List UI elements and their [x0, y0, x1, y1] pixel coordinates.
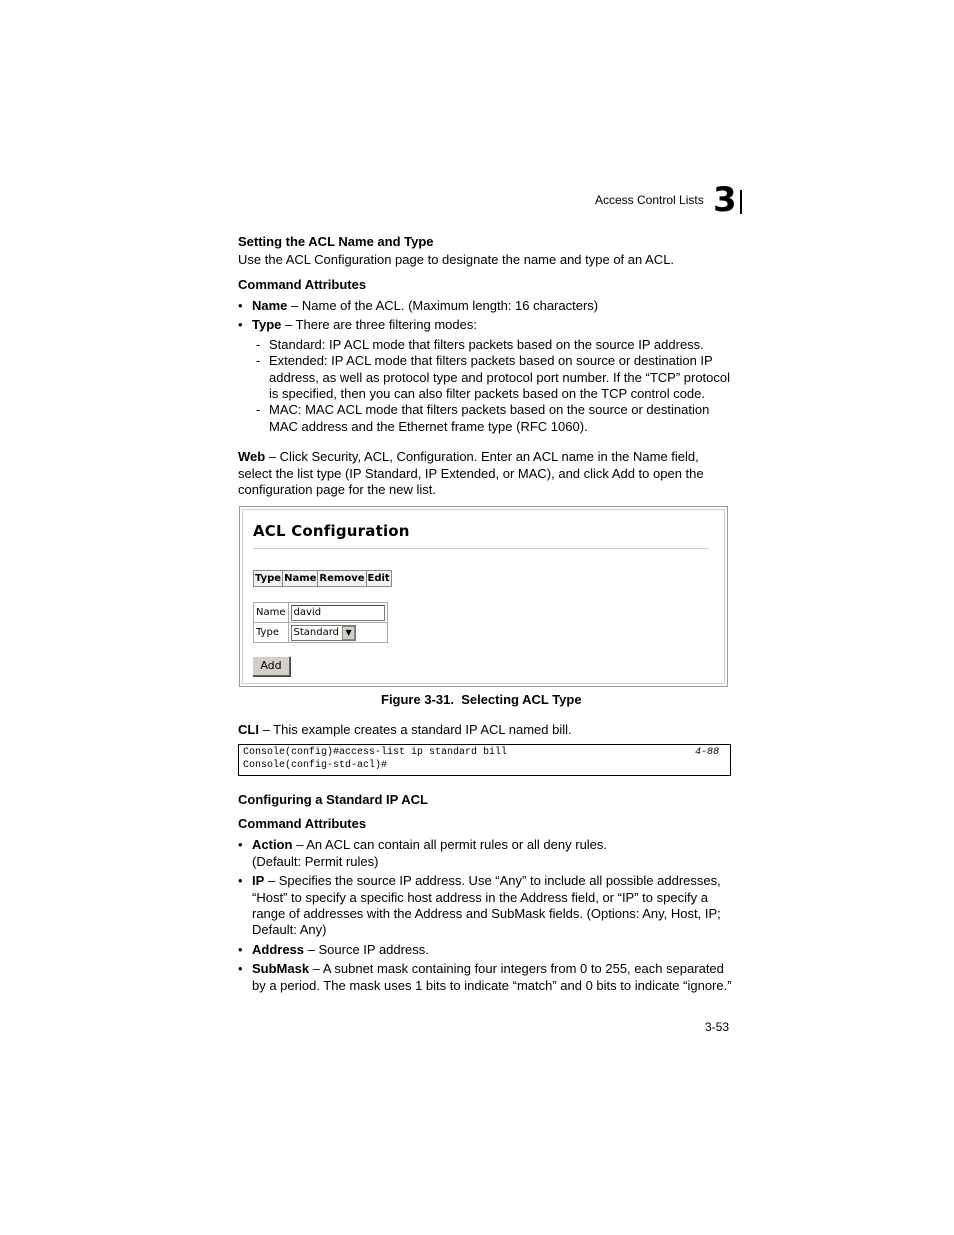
column-header-remove: Remove — [318, 571, 366, 587]
sub-item-line: MAC address and the Ethernet frame type (RFC 1060). — [269, 419, 588, 434]
web-paragraph-line: select the list type (IP Standard, IP Extended, or MAC), and click Add to open the — [238, 465, 704, 481]
section-heading: Setting the ACL Name and Type — [238, 234, 434, 249]
bullet-icon: • — [238, 317, 243, 332]
header-bar — [740, 190, 742, 214]
type-label: Type — [254, 623, 289, 643]
sub-item-line: Standard: IP ACL mode that filters packets based on the source IP address. — [269, 337, 704, 352]
dash-marker: - — [256, 337, 261, 352]
type-select[interactable] — [291, 625, 357, 641]
sub-item-line: Extended: IP ACL mode that filters packets based on source or destination IP — [269, 353, 713, 368]
column-header-edit: Edit — [366, 571, 391, 587]
dash-marker: - — [256, 353, 261, 368]
name-input[interactable]: david — [291, 605, 385, 621]
list-item-line: Default: Any) — [252, 922, 327, 937]
column-header-type: Type — [254, 571, 283, 587]
screenshot-frame — [242, 509, 725, 684]
code-line: Console(config)#access-list ip standard bill — [243, 747, 508, 758]
type-cell — [288, 623, 387, 643]
type-select-value: Standard — [293, 626, 340, 638]
list-item-line: range of addresses with the Address and SubMask fields. (Options: Any, Host, IP; — [252, 906, 721, 921]
name-label: Name — [254, 603, 289, 623]
acl-configuration-screenshot — [239, 506, 728, 687]
column-header-name: Name — [283, 571, 318, 587]
intro-paragraph: Use the ACL Configuration page to designate the name and type of an ACL. — [238, 252, 675, 267]
code-block — [238, 744, 731, 776]
attributes-heading: Command Attributes — [238, 816, 367, 831]
chapter-number: 3 — [713, 180, 737, 220]
title-divider — [253, 548, 709, 549]
bullet-icon: • — [238, 942, 243, 957]
dash-marker: - — [256, 402, 261, 417]
list-item: Name – Name of the ACL. (Maximum length: 16 characters) — [252, 298, 599, 313]
attributes-heading: Command Attributes — [238, 277, 367, 292]
bullet-icon: • — [238, 873, 243, 888]
web-paragraph-line: Web – Click Security, ACL, Configuration. Enter an ACL name in the Name field, — [238, 449, 699, 464]
sub-item-line: MAC: MAC ACL mode that filters packets based on the source or destination — [269, 402, 710, 417]
list-item: Action – An ACL can contain all permit rules or all deny rules. — [252, 837, 608, 852]
bullet-icon: • — [238, 961, 243, 976]
list-item-line: (Default: Permit rules) — [252, 854, 379, 869]
acl-list-table — [253, 570, 392, 587]
cli-paragraph: CLI – This example creates a standard IP ACL named bill. — [238, 722, 572, 737]
sub-item-line: is specified, then you can also filter packets based on the TCP control code. — [269, 386, 705, 401]
list-item: Type – There are three filtering modes: — [252, 317, 477, 332]
figure-caption: Figure 3-31. Selecting ACL Type — [381, 692, 582, 707]
running-header-title: Access Control Lists — [595, 193, 704, 207]
section-heading: Configuring a Standard IP ACL — [238, 792, 428, 807]
list-item: Address – Source IP address. — [252, 942, 429, 957]
list-item-line: “Host” to specify a specific host address in the Address field, or “IP” to specify a — [252, 890, 708, 905]
bullet-icon: • — [238, 298, 243, 313]
chevron-down-icon[interactable]: ▼ — [342, 626, 355, 640]
screenshot-title: ACL Configuration — [253, 522, 410, 540]
list-item: SubMask – A subnet mask containing four integers from 0 to 255, each separated — [252, 961, 724, 976]
list-item-line: by a period. The mask uses 1 bits to indicate “match” and 0 bits to indicate “ignore.” — [252, 978, 732, 993]
name-cell — [288, 603, 387, 623]
acl-form-table — [253, 602, 388, 643]
command-reference: 4-88 — [694, 747, 719, 758]
page-number: 3-53 — [705, 1020, 730, 1034]
web-paragraph-line: configuration page for the new list. — [238, 482, 437, 497]
add-button[interactable]: Add — [252, 656, 290, 676]
code-line: Console(config-std-acl)# — [243, 760, 388, 771]
sub-item-line: address, as well as protocol type and protocol port number. If the “TCP” protocol — [269, 369, 731, 385]
list-item: IP – Specifies the source IP address. Use “Any” to include all possible addresses, — [252, 873, 721, 888]
bullet-icon: • — [238, 837, 243, 852]
